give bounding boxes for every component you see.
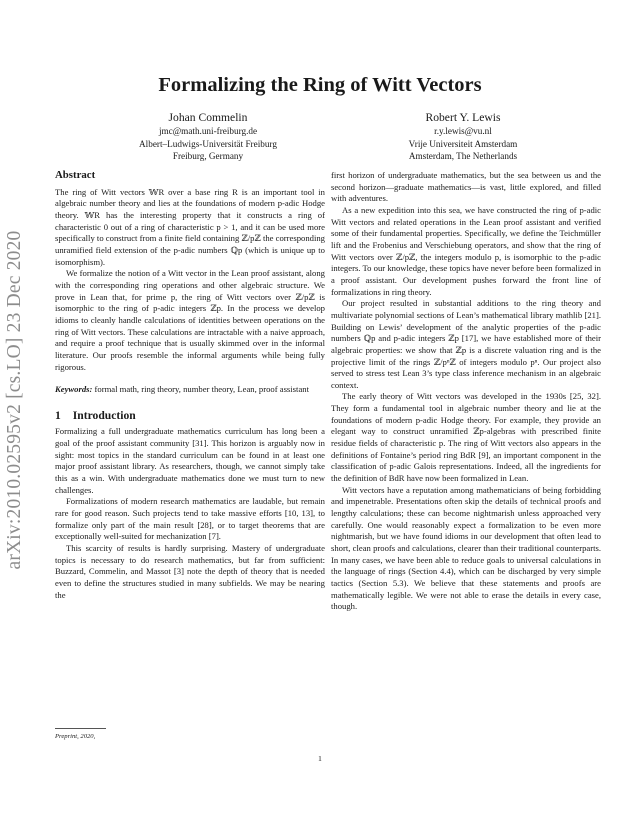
author-name: Robert Y. Lewis (425, 111, 501, 124)
intro-paragraph-3-continued: first horizon of undergraduate mathematics, but the sea between us and the second horizon—graduate mathematics—is vast, little explored, and filled with adventures. (331, 170, 601, 204)
author-affiliation: Albert–Ludwigs-Universität Freiburg (139, 138, 277, 149)
intro-paragraph-6: The early theory of Witt vectors was developed in the 1930s [25, 32]. They form a fundamental tool in algebraic number theory and lie at the foundations of modern p-adic Hodge theory. For example, they provide an elegant way to construct unramified ℤp-algebras with prescribed finite residue fields of characteristic p. The ring of Witt vectors also appears in the definitions of Fontaine’s period ring BdR [9], an important component in the classification of p-adic Galois representations. Indeed, all the ingredients for the definition of BdR have now been formalized in Lean. (331, 391, 601, 484)
keywords (55, 384, 325, 396)
abstract-paragraph-2: We formalize the notion of a Witt vector in the Lean proof assistant, along with the corresponding ring operations and other algebraic structure. We prove in Lean that, for prime p, the ring of Witt vectors over ℤ/pℤ is isomorphic to the ring of p-adic integers ℤp. In the process we develop idioms to cleanly handle calculations of identities between operations on the ring of Witt vectors. These calculations are intractable with a naive approach, and require a proof technique that is usually skimmed over in the informal literature. Our proofs resemble the informal arguments while being fully rigorous. (55, 268, 325, 372)
abstract-heading: Abstract (55, 169, 96, 181)
arxiv-identifier[interactable]: arXiv:2010.02595v2 [cs.LO] 23 Dec 2020 (4, 230, 25, 570)
abstract-paragraph-1: The ring of Witt vectors 𝕎R over a base ring R is an important tool in algebraic number theory and lies at the foundations of modern p-adic Hodge theory. 𝕎R has the interesting property that it constructs a ring of characteristic 0 out of a ring of characteristic p > 1, and it can be used more specifically to construct from a finite field containing ℤ/pℤ the corresponding unramified field extension of the p-adic numbers ℚp (which is unique up to isomorphism). (55, 186, 325, 267)
author-affiliation: Vrije Universiteit Amsterdam (408, 138, 518, 149)
footnote-divider (55, 728, 106, 729)
section-number: 1 (55, 408, 61, 422)
paper-title: Formalizing the Ring of Witt Vectors (158, 74, 482, 96)
intro-paragraph-1: Formalizing a full undergraduate mathematics curriculum has long been a goal of the proof assistant community [31]. This horizon is arguably now in sight: most topics in the standard curriculum can be found in at least one major proof assistant library. As researchers, though, we cannot simply take this as a win. With undergraduate mathematics done we must turn to new challenges. (55, 426, 325, 495)
section-title: Introduction (72, 408, 136, 422)
intro-paragraph-2: Formalizations of modern research mathematics are laudable, but remain rare for good reason. Such projects tend to take massive efforts [10, 13], to formalize only part of the main result [28], or to target theorems that are exceptionally well-suited for mechanization [7]. (55, 496, 325, 542)
left-column (55, 170, 325, 601)
intro-paragraph-5: Our project resulted in substantial additions to the ring theory and multivariate polynomial sections of Lean’s mathematical library mathlib [21]. Building on Lewis’ development of the analytic properties of the p-adic numbers ℚp and p-adic integers ℤp [17], we have established more of their algebraic properties: we show that ℤp is a discrete valuation ring and is the projective limit of the rings ℤ/pⁿℤ of integers modulo pⁿ. Our project also served to stress test Lean 3’s type class inference mechanism in an algebraic context. (331, 298, 601, 390)
intro-paragraph-4: As a new expedition into this sea, we have constructed the ring of p-adic Witt vectors and related operations in the Lean proof assistant and verified some of their fundamental properties. Specifically, we define the Teichmüller lift and the Frobenius and Verschiebung operators, and show that the ring of Witt vectors over ℤ/pℤ, the integers modulo p, is isomorphic to the p-adic integers. To our knowledge, these topics have never before been formalized in a proof assistant. Our development pushes forward the front line of formalizations in ring theory. (331, 204, 601, 297)
author-email[interactable]: r.y.lewis@vu.nl (434, 126, 492, 136)
arxiv-stamp (4, 190, 26, 610)
intro-paragraph-3: This scarcity of results is hardly surprising. Mastery of undergraduate topics is necessary to do research mathematics, but far from sufficient: Buzzard, Commelin, and Massot [3] note the depth of theory that is needed even to define the structures studied in many subfields. We may be nearing the (55, 543, 325, 600)
section-heading-introduction (55, 410, 325, 422)
keywords-list: formal math, ring theory, number theory, Lean, proof assistant (92, 384, 309, 395)
footnote: Preprint, 2020, (55, 733, 96, 740)
right-column (331, 170, 601, 613)
author-email[interactable]: jmc@math.uni-freiburg.de (158, 126, 258, 136)
author-block-2 (338, 110, 588, 163)
author-location: Amsterdam, The Netherlands (408, 151, 518, 162)
author-block-1 (83, 110, 333, 163)
author-location: Freiburg, Germany (172, 151, 244, 162)
page-number: 1 (318, 754, 322, 763)
keywords-label: Keywords: (55, 384, 93, 395)
intro-paragraph-7: Witt vectors have a reputation among mathematicians of being forbidding and impenetrable. Presentations often skip the details of technical proofs and lengthy calculations; these can become nightmarish unless approached very carefully. One would reasonably expect a formalization to be even more nightmarish, but we have found idioms in our development that often lead to short, clean proofs and calculations, clearer than their traditional counterparts. In many cases, we have been able to reduce goals to universal calculations in the language of rings (Section 4.4), which can be discharged by very simple tactics (Section 5.3). We believe that these statements and proofs are mathematically legible. We were not able to erase the details in every case, though. (331, 484, 601, 612)
author-name: Johan Commelin (168, 111, 248, 124)
